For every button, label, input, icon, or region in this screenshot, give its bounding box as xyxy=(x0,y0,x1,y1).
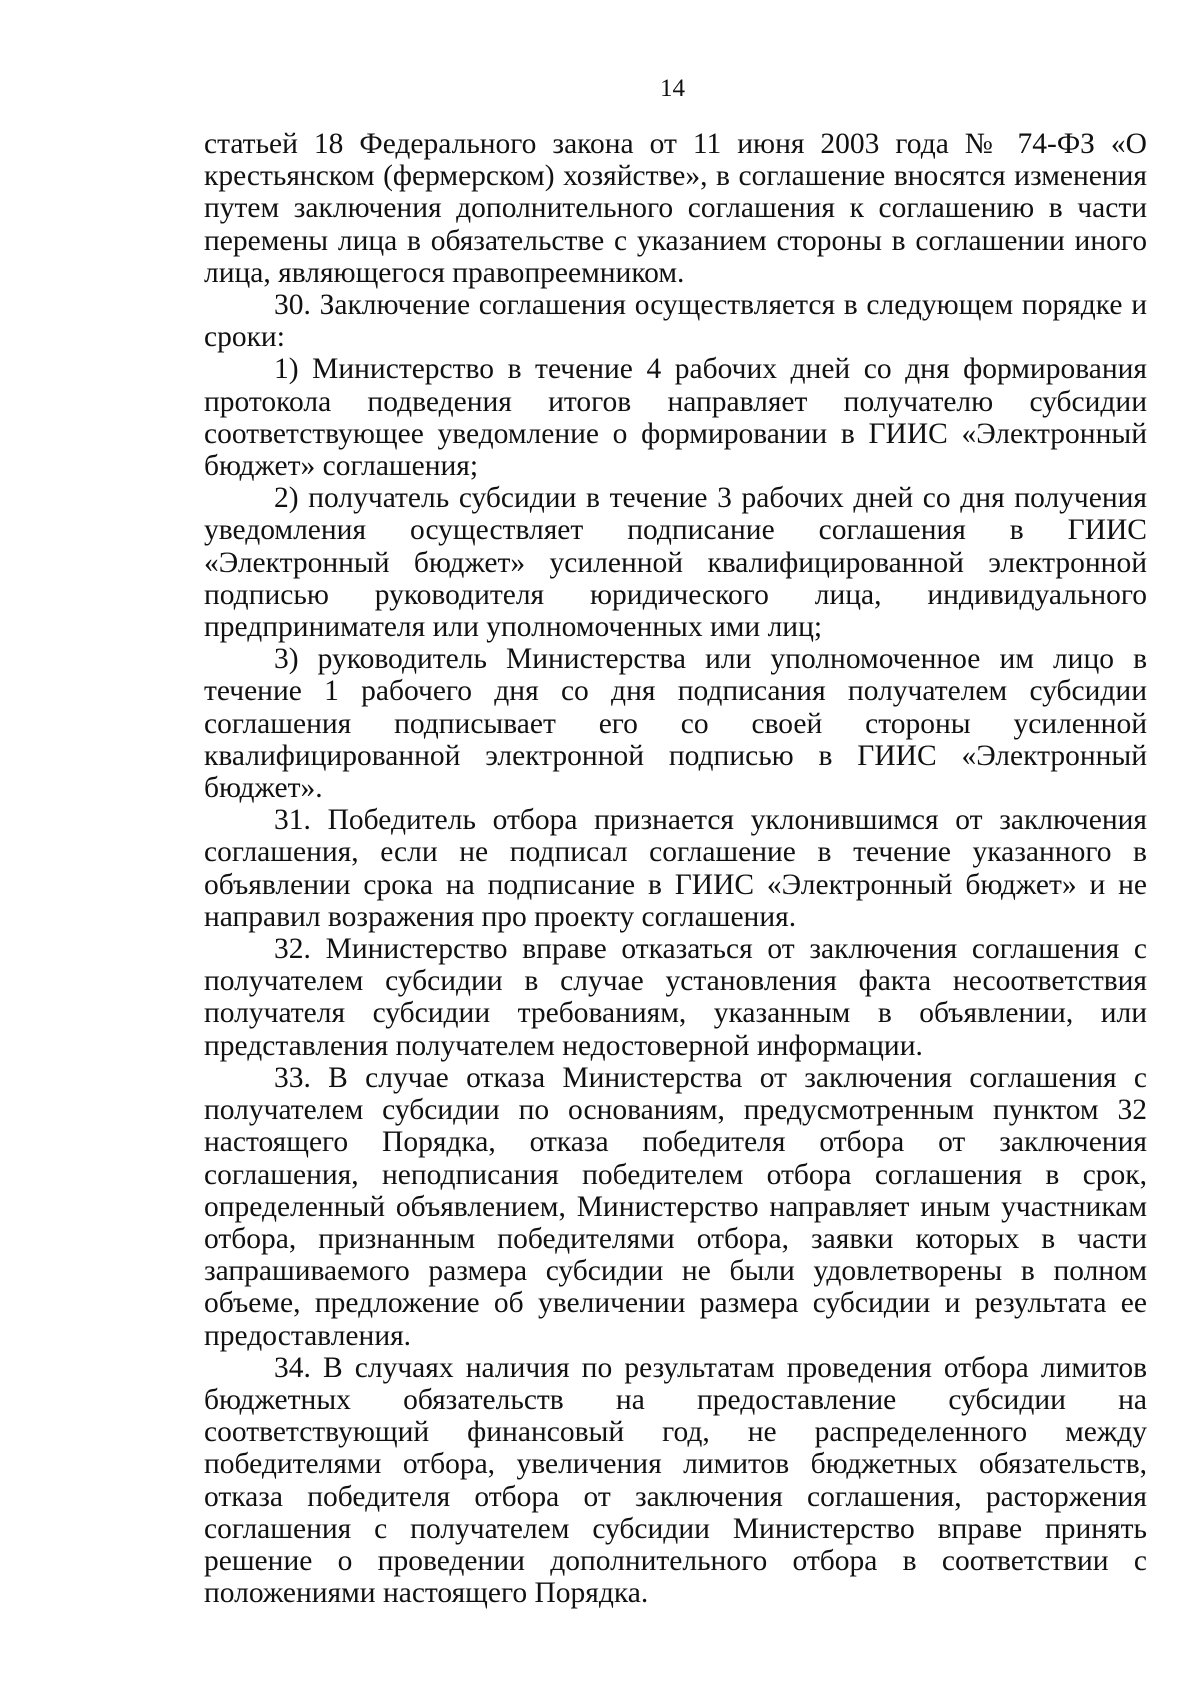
paragraph-subitem-3: 3) руководитель Министерства или уполномоченное им лицо в течение 1 рабочего дня со дня подписания получателем субсидии соглашения подписывает его со своей стороны усиленной квалифицированной электронной подписью в ГИИС «Электронный бюджет». xyxy=(204,643,1147,805)
page-number: 14 xyxy=(660,75,685,102)
paragraph-item-32: 32. Министерство вправе отказаться от заключения соглашения с получателем субсидии в случае установления факта несоответствия получателя субсидии требованиям, указанным в объявлении, или представления получателем недостоверной информации. xyxy=(204,933,1147,1062)
paragraph-item-31: 31. Победитель отбора признается уклонившимся от заключения соглашения, если не подписал соглашение в течение указанного в объявлении срока на подписание в ГИИС «Электронный бюджет» и не направил возражения про проекту соглашения. xyxy=(204,804,1147,933)
paragraph-subitem-1: 1) Министерство в течение 4 рабочих дней со дня формирования протокола подведения итогов направляет получателю субсидии соответствующее уведомление о формировании в ГИИС «Электронный бюджет» соглашения; xyxy=(204,353,1147,483)
paragraph-item-34: 34. В случаях наличия по результатам проведения отбора лимитов бюджетных обязательств на предоставление субсидии на соответствующий финансовый год, не распределенного между победителями отбора, увеличения лимитов бюджетных обязательств, отказа победителя отбора от заключения соглашения, расторжения соглашения с получателем субсидии Министерство вправе принять решение о проведении дополнительного отбора в соответствии с положениями настоящего Порядка. xyxy=(204,1351,1147,1610)
paragraph-item-30: 30. Заключение соглашения осуществляется в следующем порядке и сроки: xyxy=(204,289,1147,354)
paragraph-item-33: 33. В случае отказа Министерства от заключения соглашения с получателем субсидии по основаниям, предусмотренным пунктом 32 настоящего Порядка, отказа победителя отбора от заключения соглашения, неподписания победителем отбора соглашения в срок, определенный объявлением, Министерство направляет иным участникам отбора, признанным победителями отбора, заявки которых в части запрашиваемого размера субсидии не были удовлетворены в полном объеме, предложение об увеличении размера субсидии и результата ее предоставления. xyxy=(204,1061,1147,1352)
document-body xyxy=(204,128,1147,1609)
paragraph-subitem-2: 2) получатель субсидии в течение 3 рабочих дней со дня получения уведомления осуществляет подписание соглашения в ГИИС «Электронный бюджет» усиленной квалифицированной электронной подписью руководителя юридического лица, индивидуального предпринимателя или уполномоченных ими лиц; xyxy=(204,482,1147,644)
paragraph-continuation: статьей 18 Федерального закона от 11 июня 2003 года № 74-ФЗ «О крестьянском (фермерском) хозяйстве», в соглашение вносятся изменения путем заключения дополнительного соглашения к соглашению в части перемены лица в обязательстве с указанием стороны в соглашении иного лица, являющегося правопреемником. xyxy=(204,128,1147,289)
